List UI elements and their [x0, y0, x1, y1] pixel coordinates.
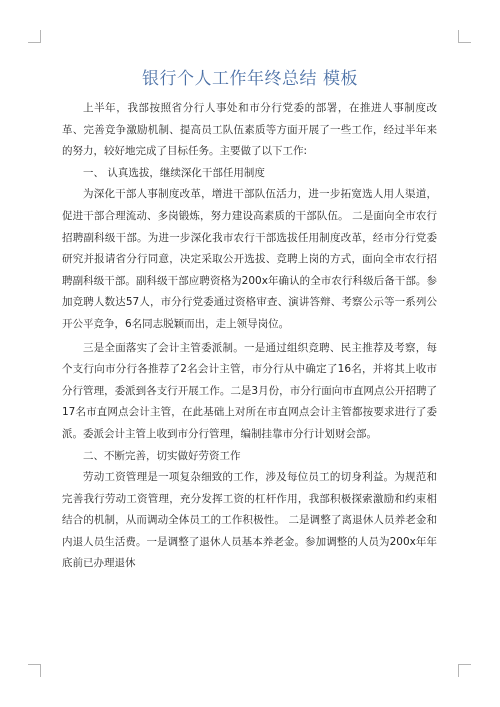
crop-mark-bottom-right: [458, 664, 471, 677]
section-heading-1: 一、 认真选拔，继续深化干部任用制度: [83, 166, 265, 179]
crop-mark-top-right: [458, 30, 471, 43]
crop-mark-top-left: [28, 30, 41, 43]
paragraph-intro: 上半年，我部按照省分行人事处和市分行党委的部署，在推进人事制度改革、完善竞争激励机制、提高员工队伍素质等方面开展了一些工作，经过半年来的努力，较好地完成了目标任务。主要做了以下工作:: [62, 102, 437, 158]
crop-mark-bottom-left: [28, 664, 41, 677]
document-body: [62, 98, 437, 575]
paragraph-cadre-selection: 为深化干部人事制度改革，增进干部队伍活力，进一步拓宽选人用人渠道，促进干部合理流动、多岗锻炼，努力建设高素质的干部队伍。 二是面向全市农行招聘副科级干部。为进一步深化我市农行干部选拔任用制度改革，经市分行党委研究并报请省分行同意，决定采取公开选拔、竞聘上岗的方式，面向全市农行招聘副科级干部。副科级干部应聘资格为200x年确认的全市农行科级后备干部。参加竞聘人数达57人，市分行党委通过资格审查、演讲答辩、考察公示等一系列公开公平竞争，6名同志脱颖而出，走上领导岗位。: [62, 188, 437, 330]
paragraph-labor-wages: 劳动工资管理是一项复杂细致的工作，涉及每位员工的切身利益。为规范和完善我行劳动工资管理，充分发挥工资的杠杆作用，我部积极探索激励和约束相结合的机制，从而调动全体员工的工作积极性。 二是调整了离退休人员养老金和内退人员生活费。一是调整了退休人员基本养老金。参加调整的人员为200x年年底前已办理退休: [62, 471, 437, 570]
paragraph-accounting-supervisor: 三是全面落实了会计主管委派制。一是通过组织竞聘、民主推荐及考察，每个支行向市分行各推荐了2名会计主管，市分行从中确定了16名，并将其上收市分行管理，委派到各支行开展工作。二是3月份，市分行面向市直网点公开招聘了17名市直网点会计主管，在此基础上对所在市直网点会计主管都按要求进行了委派。委派会计主管上收到市分行管理，编制挂靠市分行计划财会部。: [62, 341, 437, 440]
section-heading-2: 二、不断完善，切实做好劳资工作: [83, 449, 241, 462]
document-title: 银行个人工作年终总结 模板: [142, 69, 358, 89]
